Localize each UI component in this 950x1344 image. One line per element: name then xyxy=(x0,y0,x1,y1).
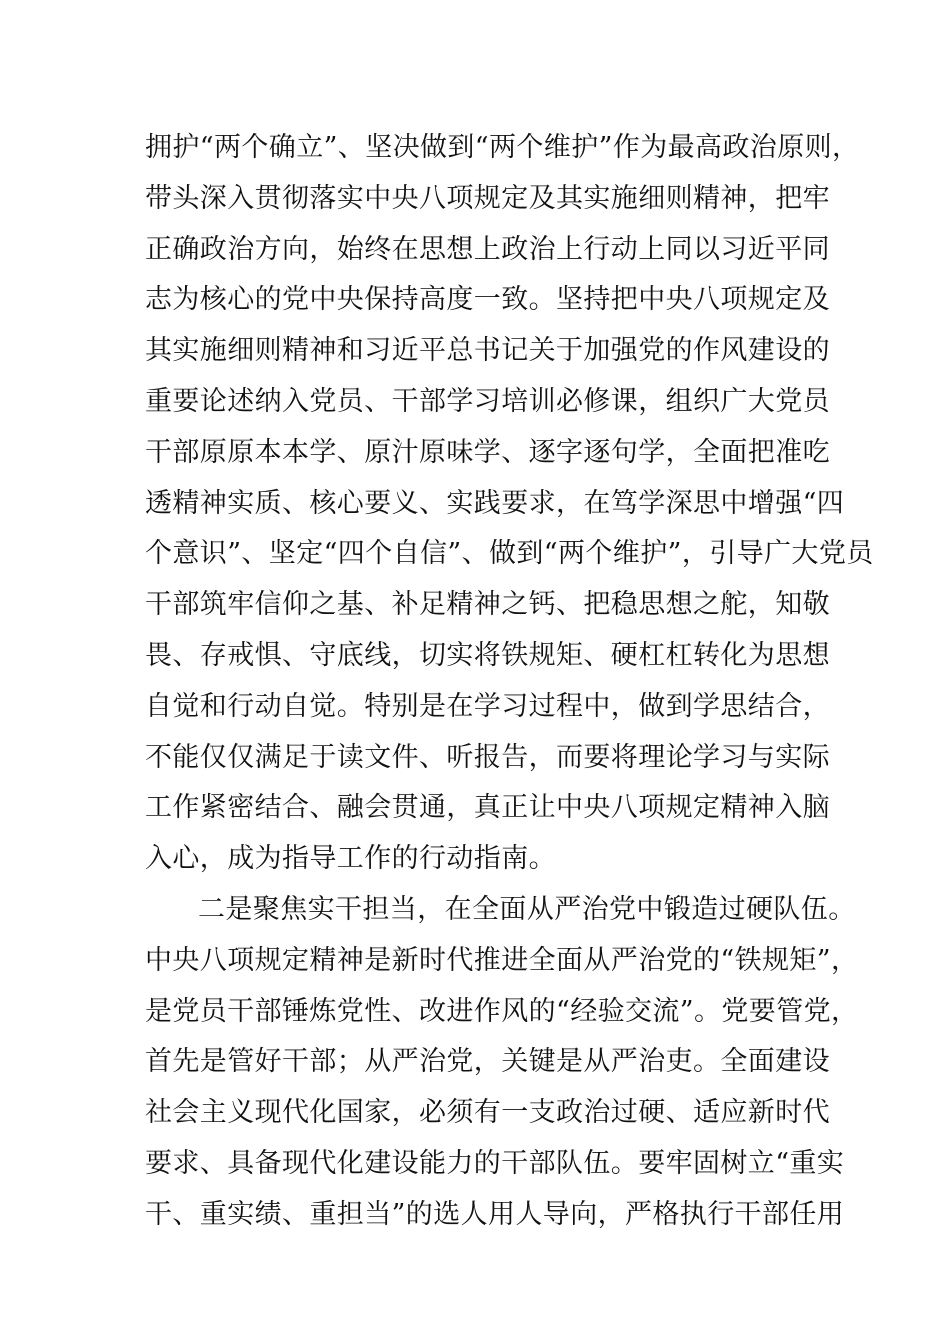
text-line: 社会主义现代化国家，必须有一支政治过硬、适应新时代 xyxy=(145,1097,830,1129)
text-line: 不能仅仅满足于读文件、听报告，而要将理论学习与实际 xyxy=(145,741,830,773)
text-line: 正确政治方向，始终在思想上政治上行动上同以习近平同 xyxy=(145,233,830,265)
text-line: 干部原原本本学、原汁原味学、逐字逐句学，全面把准吃 xyxy=(145,436,830,468)
paragraph-heading-line: 二是聚焦实干担当，在全面从严治党中锻造过硬队伍。 xyxy=(198,893,856,925)
text-line: 个意识”、坚定“四个自信”、做到“两个维护”，引导广大党员 xyxy=(145,538,874,570)
text-line: 是党员干部锤炼党性、改进作风的“经验交流”。党要管党， xyxy=(145,995,859,1027)
text-line: 拥护“两个确立”、坚决做到“两个维护”作为最高政治原则， xyxy=(145,132,860,163)
text-line: 中央八项规定精神是新时代推进全面从严治党的“铁规矩”， xyxy=(145,944,859,976)
text-line: 志为核心的党中央保持高度一致。坚持把中央八项规定及 xyxy=(145,284,830,316)
text-line: 入心，成为指导工作的行动指南。 xyxy=(145,843,556,875)
text-line: 干部筑牢信仰之基、补足精神之钙、把稳思想之舵，知敬 xyxy=(145,589,830,621)
body-text xyxy=(145,123,874,1241)
text-line: 畏、存戒惧、守底线，切实将铁规矩、硬杠杠转化为思想 xyxy=(145,639,830,671)
text-line: 透精神实质、核心要义、实践要求，在笃学深思中增强“四 xyxy=(145,487,845,519)
text-line: 重要论述纳入党员、干部学习培训必修课，组织广大党员 xyxy=(145,385,830,417)
text-line: 带头深入贯彻落实中央八项规定及其实施细则精神，把牢 xyxy=(145,182,830,214)
text-line: 自觉和行动自觉。特别是在学习过程中，做到学思结合， xyxy=(145,690,830,722)
text-line: 首先是管好干部；从严治党，关键是从严治吏。全面建设 xyxy=(145,1046,830,1078)
text-line: 要求、具备现代化建设能力的干部队伍。要牢固树立“重实 xyxy=(145,1147,845,1179)
text-line: 其实施细则精神和习近平总书记关于加强党的作风建设的 xyxy=(145,335,830,367)
text-line: 干、重实绩、重担当”的选人用人导向，严格执行干部任用 xyxy=(145,1198,845,1230)
text-line: 工作紧密结合、融会贯通，真正让中央八项规定精神入脑 xyxy=(145,792,830,824)
